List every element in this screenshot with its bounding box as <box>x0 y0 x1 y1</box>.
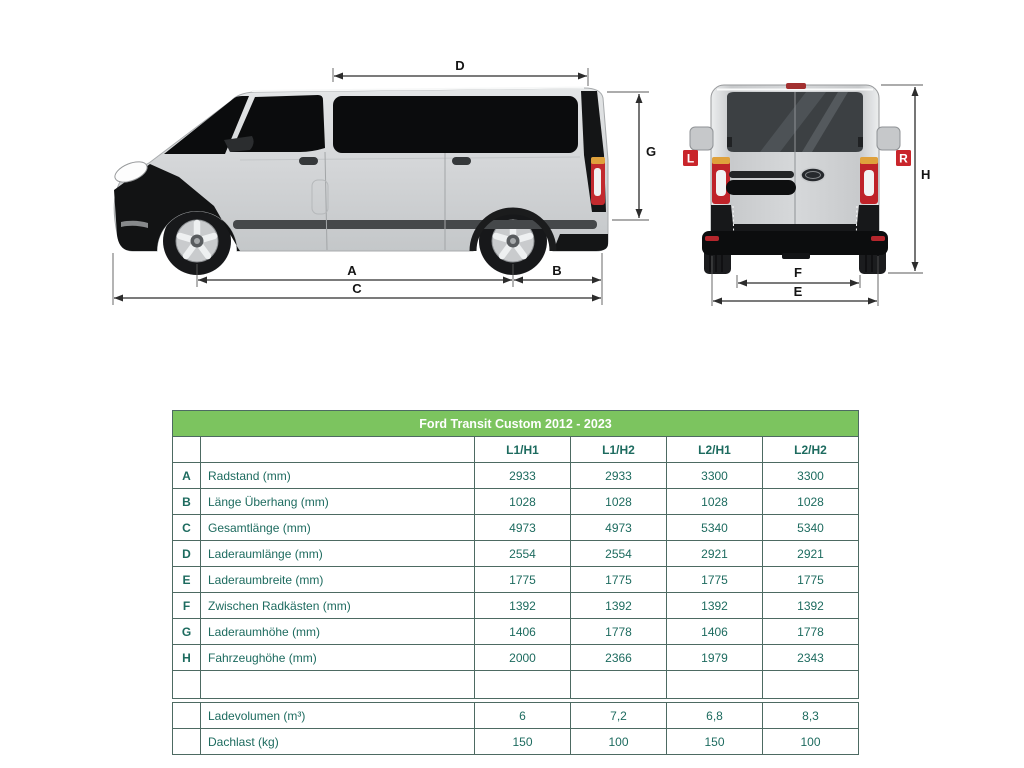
row-label: Fahrzeughöhe (mm) <box>201 645 475 671</box>
cell-value: 100 <box>571 729 667 755</box>
cell-value: 100 <box>763 729 859 755</box>
bumper-reflector-left <box>705 236 719 241</box>
vehicle-dimensions-diagram <box>0 0 1024 340</box>
cell-value: 1392 <box>667 593 763 619</box>
cell-value: 1406 <box>667 619 763 645</box>
column-header: L1/H2 <box>571 437 667 463</box>
row-label: Laderaumlänge (mm) <box>201 541 475 567</box>
plate-right <box>896 150 911 166</box>
table-row <box>173 463 859 489</box>
row-key: B <box>173 489 201 515</box>
rear-bumper-side <box>553 234 608 251</box>
license-recess <box>726 180 796 195</box>
cell-value: 1778 <box>571 619 667 645</box>
row-key: G <box>173 619 201 645</box>
cell-value: 1028 <box>667 489 763 515</box>
tow-hitch <box>782 253 810 259</box>
cell-value: 1028 <box>475 489 571 515</box>
row-key: F <box>173 593 201 619</box>
cell-value: 2933 <box>571 463 667 489</box>
cell-value: 7,2 <box>571 703 667 729</box>
window-hinge-left <box>727 137 732 147</box>
cell-value: 2000 <box>475 645 571 671</box>
rear-tail-light-right <box>860 157 878 204</box>
table-row <box>173 541 859 567</box>
table-row <box>173 593 859 619</box>
column-header: L2/H1 <box>667 437 763 463</box>
cell-value: 1778 <box>763 619 859 645</box>
title-row <box>173 411 859 437</box>
row-label: Laderaumbreite (mm) <box>201 567 475 593</box>
side-tail-light <box>591 157 605 205</box>
column-header-row <box>173 437 859 463</box>
cell-value: 3300 <box>667 463 763 489</box>
cell-value: 4973 <box>571 515 667 541</box>
cell-value: 150 <box>475 729 571 755</box>
right-mirror <box>877 127 900 150</box>
cell-value: 1392 <box>475 593 571 619</box>
dim-label-c: C <box>352 281 362 296</box>
volume-table <box>172 702 859 755</box>
rear-handle-strip <box>729 171 794 178</box>
sliding-door-handle <box>452 157 471 165</box>
cell-value: 8,3 <box>763 703 859 729</box>
side-window-band <box>333 96 578 153</box>
dim-label-h: H <box>921 167 931 182</box>
cell-value: 2366 <box>571 645 667 671</box>
row-key: H <box>173 645 201 671</box>
empty-cell <box>173 671 201 699</box>
row-label: Länge Überhang (mm) <box>201 489 475 515</box>
rear-badge <box>801 168 825 182</box>
row-key <box>173 703 201 729</box>
row-label: Dachlast (kg) <box>201 729 475 755</box>
empty-cell <box>667 671 763 699</box>
cell-value: 5340 <box>667 515 763 541</box>
cell-value: 1028 <box>571 489 667 515</box>
cell-value: 2554 <box>475 541 571 567</box>
cell-value: 2554 <box>571 541 667 567</box>
row-label: Radstand (mm) <box>201 463 475 489</box>
table-row <box>173 515 859 541</box>
plate-left-letter: L <box>686 151 695 166</box>
table-row <box>173 619 859 645</box>
header-label-cell <box>201 437 475 463</box>
row-label: Zwischen Radkästen (mm) <box>201 593 475 619</box>
header-key-cell <box>173 437 201 463</box>
cell-value: 1028 <box>763 489 859 515</box>
row-key: C <box>173 515 201 541</box>
cell-value: 3300 <box>763 463 859 489</box>
empty-row <box>173 671 859 699</box>
plate-right-letter: R <box>899 151 908 166</box>
dimensions-table <box>172 410 859 699</box>
cell-value: 5340 <box>763 515 859 541</box>
row-key: A <box>173 463 201 489</box>
row-label: Laderaumhöhe (mm) <box>201 619 475 645</box>
row-label: Gesamtlänge (mm) <box>201 515 475 541</box>
rear-tail-light-left <box>712 157 730 204</box>
plate-left <box>683 150 698 166</box>
empty-cell <box>201 671 475 699</box>
cell-value: 2921 <box>763 541 859 567</box>
brake-light <box>786 83 806 89</box>
dim-label-a: A <box>347 263 357 278</box>
dim-label-g: G <box>646 144 657 159</box>
dim-label-b: B <box>552 263 562 278</box>
table-row <box>173 729 859 755</box>
cell-value: 2343 <box>763 645 859 671</box>
cell-value: 1775 <box>475 567 571 593</box>
left-mirror <box>690 127 713 150</box>
empty-cell <box>763 671 859 699</box>
column-header: L2/H2 <box>763 437 859 463</box>
cell-value: 1979 <box>667 645 763 671</box>
rear-bumper <box>702 231 888 255</box>
bumper-reflector-right <box>871 236 885 241</box>
front-door-handle <box>299 157 318 165</box>
row-key: E <box>173 567 201 593</box>
cell-value: 6 <box>475 703 571 729</box>
spec-table-section <box>172 410 858 755</box>
van-side-illustration <box>112 88 608 276</box>
van-rear-illustration <box>683 83 911 274</box>
cell-value: 1392 <box>763 593 859 619</box>
cell-value: 6,8 <box>667 703 763 729</box>
cell-value: 150 <box>667 729 763 755</box>
cell-value: 1406 <box>475 619 571 645</box>
cell-value: 2933 <box>475 463 571 489</box>
cell-value: 2921 <box>667 541 763 567</box>
dim-label-f: F <box>794 265 802 280</box>
table-row <box>173 567 859 593</box>
table-row <box>173 489 859 515</box>
table-title: Ford Transit Custom 2012 - 2023 <box>173 411 859 437</box>
cell-value: 4973 <box>475 515 571 541</box>
row-key <box>173 729 201 755</box>
cell-value: 1775 <box>763 567 859 593</box>
table-row <box>173 645 859 671</box>
empty-cell <box>475 671 571 699</box>
dim-label-d: D <box>455 58 465 73</box>
window-hinge-right <box>858 137 863 147</box>
table-row <box>173 703 859 729</box>
cell-value: 1775 <box>667 567 763 593</box>
row-label: Ladevolumen (m³) <box>201 703 475 729</box>
row-key: D <box>173 541 201 567</box>
cell-value: 1775 <box>571 567 667 593</box>
column-header: L1/H1 <box>475 437 571 463</box>
cell-value: 1392 <box>571 593 667 619</box>
empty-cell <box>571 671 667 699</box>
dim-label-e: E <box>793 284 803 299</box>
